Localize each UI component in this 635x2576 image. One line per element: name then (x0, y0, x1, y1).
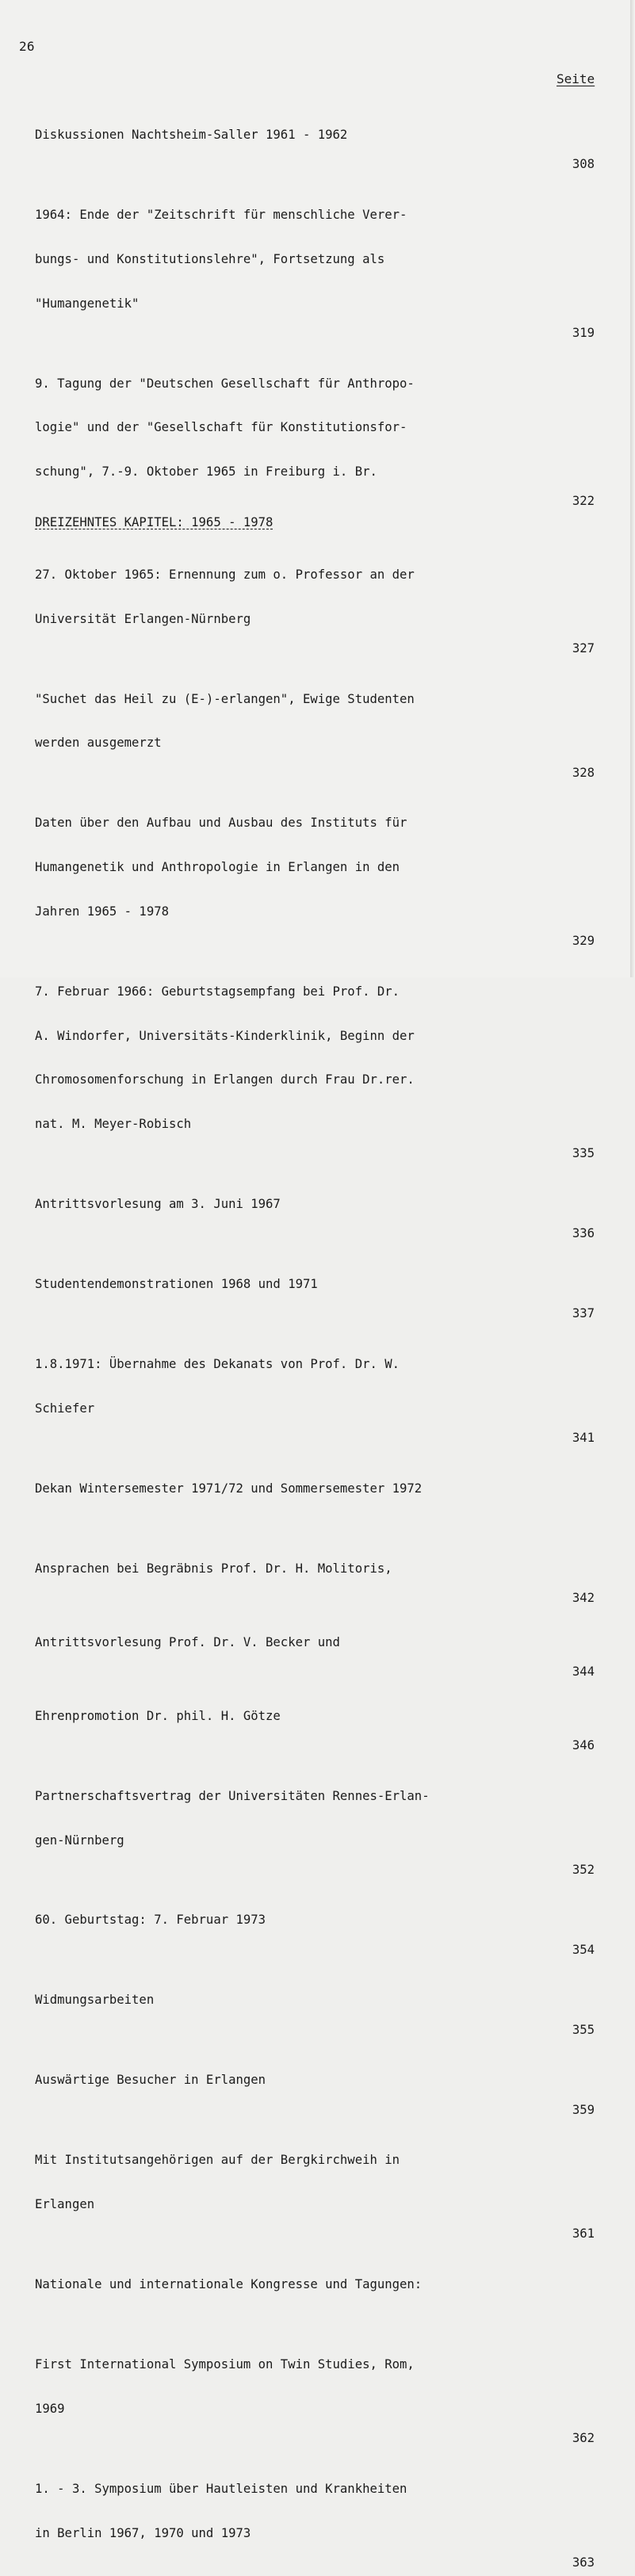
toc-line: 1.8.1971: Übernahme des Dekanats von Prof. Dr. W. (35, 1357, 400, 1372)
toc-line: logie" und der "Gesellschaft für Konstitutionsfor- (35, 420, 407, 435)
toc-page-number: 355 (572, 2022, 595, 2037)
toc-page-number: 337 (572, 1306, 595, 1321)
toc-entry-text (35, 1680, 526, 1753)
toc-page-number: 329 (572, 934, 595, 949)
toc-entry-text (35, 2452, 526, 2570)
toc-page-number: 319 (572, 325, 595, 340)
toc-entry-text (35, 1328, 526, 1446)
toc-entry-text (35, 1532, 526, 1606)
toc-entry (35, 1452, 599, 1526)
toc-entry-text (35, 1248, 526, 1321)
toc-page-number: 352 (572, 1862, 595, 1877)
toc-page-number: 328 (572, 765, 595, 780)
toc-entry-text (35, 347, 526, 510)
toc-line: nat. M. Meyer-Robisch (35, 1117, 192, 1132)
toc-page-number: 362 (572, 2431, 595, 2446)
toc-line: in Berlin 1967, 1970 und 1973 (35, 2525, 251, 2540)
toc-line: Antrittsvorlesung Prof. Dr. V. Becker und (35, 1634, 340, 1649)
toc-entry-text (35, 2328, 526, 2446)
toc-entry (35, 1606, 599, 1680)
toc-entry-text (35, 178, 526, 341)
toc-entry-text (35, 1606, 526, 1680)
toc-line: gen-Nürnberg (35, 1833, 124, 1848)
toc-line: bungs- und Konstitutionslehre", Fortsetzung als (35, 251, 385, 266)
toc-entry-text (35, 662, 526, 780)
toc-line: Ansprachen bei Begräbnis Prof. Dr. H. Molitoris, (35, 1561, 392, 1576)
toc-line: 7. Februar 1966: Geburtstagsempfang bei Prof. Dr. (35, 984, 400, 999)
toc-entry-text (35, 786, 526, 949)
toc-entry (35, 1963, 599, 2037)
toc-line: A. Windorfer, Universitäts-Kinderklinik, Beginn der (35, 1028, 415, 1043)
toc-entry (35, 178, 599, 341)
toc-page-number: 363 (572, 2555, 595, 2570)
toc-page-number: 335 (572, 1146, 595, 1161)
toc-page-number: 308 (572, 157, 595, 172)
toc-entry-text (35, 2123, 526, 2242)
toc-line: Diskussionen Nachtsheim-Saller 1961 - 1962 (35, 128, 348, 143)
toc-entry (35, 786, 599, 949)
toc-entry (35, 1680, 599, 1753)
toc-page-number: 344 (572, 1664, 595, 1679)
toc-entry-text (35, 2248, 526, 2322)
toc-entry (35, 955, 599, 1161)
toc-entry (35, 2328, 599, 2446)
toc-entry (35, 1760, 599, 1878)
toc-page-number: 327 (572, 640, 595, 655)
toc-line: Nationale und internationale Kongresse und Tagungen: (35, 2277, 423, 2292)
toc-entry-text (35, 1452, 526, 1526)
toc-page-number: 361 (572, 2226, 595, 2242)
toc-entry-text (35, 2043, 526, 2117)
page-number: 26 (19, 39, 35, 54)
toc-entry (35, 2248, 599, 2322)
toc-line: Schiefer (35, 1401, 95, 1416)
toc-entry-text (35, 1168, 526, 1241)
toc-entry (35, 1532, 599, 1606)
toc-page-number: 341 (572, 1431, 595, 1446)
toc-line: First International Symposium on Twin Studies, Rom, (35, 2357, 415, 2372)
toc-line: 60. Geburtstag: 7. Februar 1973 (35, 1913, 266, 1928)
page-column-header: Seite (557, 71, 595, 86)
page-edge-shadow (630, 0, 635, 977)
toc-line: Jahren 1965 - 1978 (35, 904, 169, 919)
toc-entry (35, 1883, 599, 1957)
toc-line: Auswärtige Besucher in Erlangen (35, 2073, 266, 2088)
toc-entry-text (35, 955, 526, 1161)
toc-line: Partnerschaftsvertrag der Universitäten Rennes-Erlan- (35, 1788, 430, 1803)
toc-line: Dekan Wintersemester 1971/72 und Sommersemester 1972 (35, 1481, 423, 1496)
table-of-contents (35, 98, 599, 2576)
toc-entry (35, 538, 599, 656)
toc-page-number: 322 (572, 494, 595, 509)
toc-page-number: 354 (572, 1942, 595, 1957)
toc-line: Ehrenpromotion Dr. phil. H. Götze (35, 1708, 281, 1723)
toc-entry (35, 2123, 599, 2242)
toc-entry (35, 2043, 599, 2117)
toc-line: Daten über den Aufbau und Ausbau des Instituts für (35, 816, 407, 831)
toc-line: "Humangenetik" (35, 296, 140, 311)
toc-line: Universität Erlangen-Nürnberg (35, 611, 251, 626)
toc-entry (35, 662, 599, 780)
toc-line: Widmungsarbeiten (35, 1993, 155, 2008)
toc-page-number: 336 (572, 1226, 595, 1241)
toc-line: 27. Oktober 1965: Ernennung zum o. Professor an der (35, 567, 415, 582)
toc-entry-text (35, 1963, 526, 2037)
toc-entry (35, 1328, 599, 1446)
toc-page-number: 342 (572, 1591, 595, 1605)
toc-entry-text (35, 538, 526, 656)
toc-entry (35, 347, 599, 510)
toc-page-number: 346 (572, 1737, 595, 1752)
toc-line: 1964: Ende der "Zeitschrift für menschliche Verer- (35, 208, 407, 223)
toc-entry-text (35, 98, 526, 172)
toc-line: Mit Institutsangehörigen auf der Bergkirchweih in (35, 2153, 400, 2168)
toc-line: 9. Tagung der "Deutschen Gesellschaft für Anthropo- (35, 376, 415, 391)
toc-line: Erlangen (35, 2197, 95, 2212)
toc-entry (35, 1248, 599, 1321)
toc-line: Studentendemonstrationen 1968 und 1971 (35, 1277, 318, 1292)
toc-entry (35, 2452, 599, 2570)
toc-entry (35, 98, 599, 172)
toc-line: "Suchet das Heil zu (E-)-erlangen", Ewige Studenten (35, 691, 415, 706)
chapter-title: DREIZEHNTES KAPITEL: 1965 - 1978 (35, 515, 274, 530)
toc-page-number: 359 (572, 2102, 595, 2117)
toc-line: schung", 7.-9. Oktober 1965 in Freiburg i. Br. (35, 464, 377, 480)
toc-entry-text (35, 1883, 526, 1957)
toc-line: werden ausgemerzt (35, 736, 162, 751)
toc-line: 1969 (35, 2401, 65, 2416)
toc-entry (35, 1168, 599, 1241)
toc-entry-text (35, 1760, 526, 1878)
toc-line: 1. - 3. Symposium über Hautleisten und Krankheiten (35, 2481, 407, 2496)
toc-line: Humangenetik und Anthropologie in Erlangen in den (35, 860, 400, 875)
toc-line: Antrittsvorlesung am 3. Juni 1967 (35, 1197, 281, 1212)
toc-line: Chromosomenforschung in Erlangen durch Frau Dr.rer. (35, 1072, 415, 1087)
